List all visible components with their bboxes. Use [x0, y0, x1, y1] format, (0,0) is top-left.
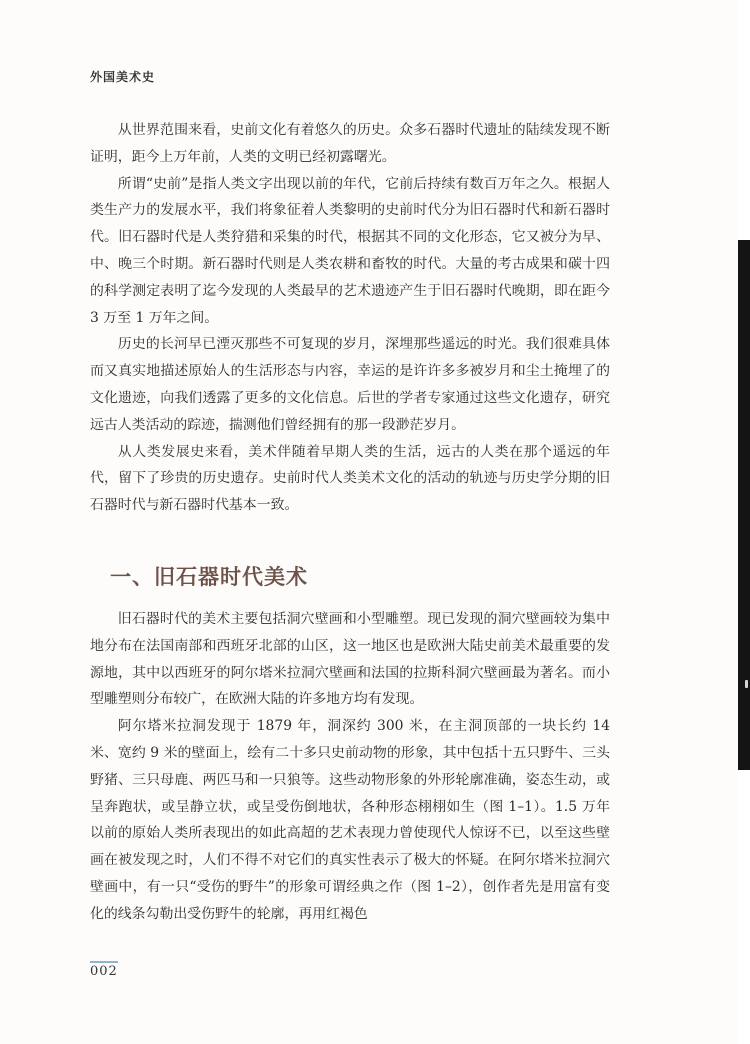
- page-number: 002: [90, 964, 118, 979]
- section-text: [90, 606, 610, 928]
- page-edge-strip: [738, 240, 750, 770]
- paragraph: 历史的长河早已湮灭那些不可复现的岁月，深埋那些遥远的时光。我们很难具体而又真实地描述原始人的生活形态与内容，幸运的是许许多多被岁月和尘土掩埋了的文化遗迹，向我们透露了更多的文化信息。后世的学者专家通过这些文化遗存，研究远古人类活动的踪迹，揣测他们曾经拥有的那一段渺茫岁月。: [90, 336, 610, 433]
- section-heading: 一、旧石器时代美术: [110, 565, 308, 589]
- paragraph: 旧石器时代的美术主要包括洞穴壁画和小型雕塑。现已发现的洞穴壁画较为集中地分布在法国南部和西班牙北部的山区，这一地区也是欧洲大陆史前美术最重要的发源地，其中以西班牙的阿尔塔米拉洞穴壁画和法国的拉斯科洞穴壁画最为著名。而小型雕塑则分布较广，在欧洲大陆的许多地方均有发现。: [90, 611, 610, 708]
- paragraph: 阿尔塔米拉洞发现于 1879 年，洞深约 300 米，在主洞顶部的一块长约 14 米、宽约 9 米的壁面上，绘有二十多只史前动物的形象，其中包括十五只野牛、三头野猪、三只母鹿、两匹马和一只狼等。这些动物形象的外形轮廓准确，姿态生动，或呈奔跑状，或呈静立状，或呈受伤倒地状，各种形态栩栩如生（图 1–1）。1.5 万年以前的原始人类所表现出的如此高超的艺术表现力曾使现代人惊讶不已，以至这些壁画在被发现之时，人们不得不对它们的真实性表示了极大的怀疑。在阿尔塔米拉洞穴壁画中，有一只“受伤的野牛”的形象可谓经典之作（图 1–2），创作者先是用富有变化的线条勾勒出受伤野牛的轮廓，再用红褐色: [90, 718, 610, 922]
- paragraph: 从人类发展史来看，美术伴随着早期人类的生活，远古的人类在那个遥远的年代，留下了珍贵的历史遗存。史前时代人类美术文化的活动的轨迹与历史学分期的旧石器时代与新石器时代基本一致。: [90, 443, 610, 514]
- running-head: 外国美术史: [90, 70, 156, 84]
- paragraph: 从世界范围来看，史前文化有着悠久的历史。众多石器时代遗址的陆续发现不断证明，距今上万年前，人类的文明已经初露曙光。: [90, 122, 610, 165]
- paragraph: 所谓“史前”是指人类文字出现以前的年代，它前后持续有数百万年之久。根据人类生产力的发展水平，我们将象征着人类黎明的史前时代分为旧石器时代和新石器时代。旧石器时代是人类狩猎和采集的时代，根据其不同的文化形态，它又被分为早、中、晚三个时期。新石器时代则是人类农耕和畜牧的时代。大量的考古成果和碳十四的科学测定表明了迄今发现的人类最早的艺术遗迹产生于旧石器时代晚期，即在距今 3 万至 1 万年之间。: [90, 175, 610, 326]
- intro-text: [90, 117, 610, 519]
- folio-rule: [90, 961, 118, 963]
- page-edge-mark: [745, 680, 748, 688]
